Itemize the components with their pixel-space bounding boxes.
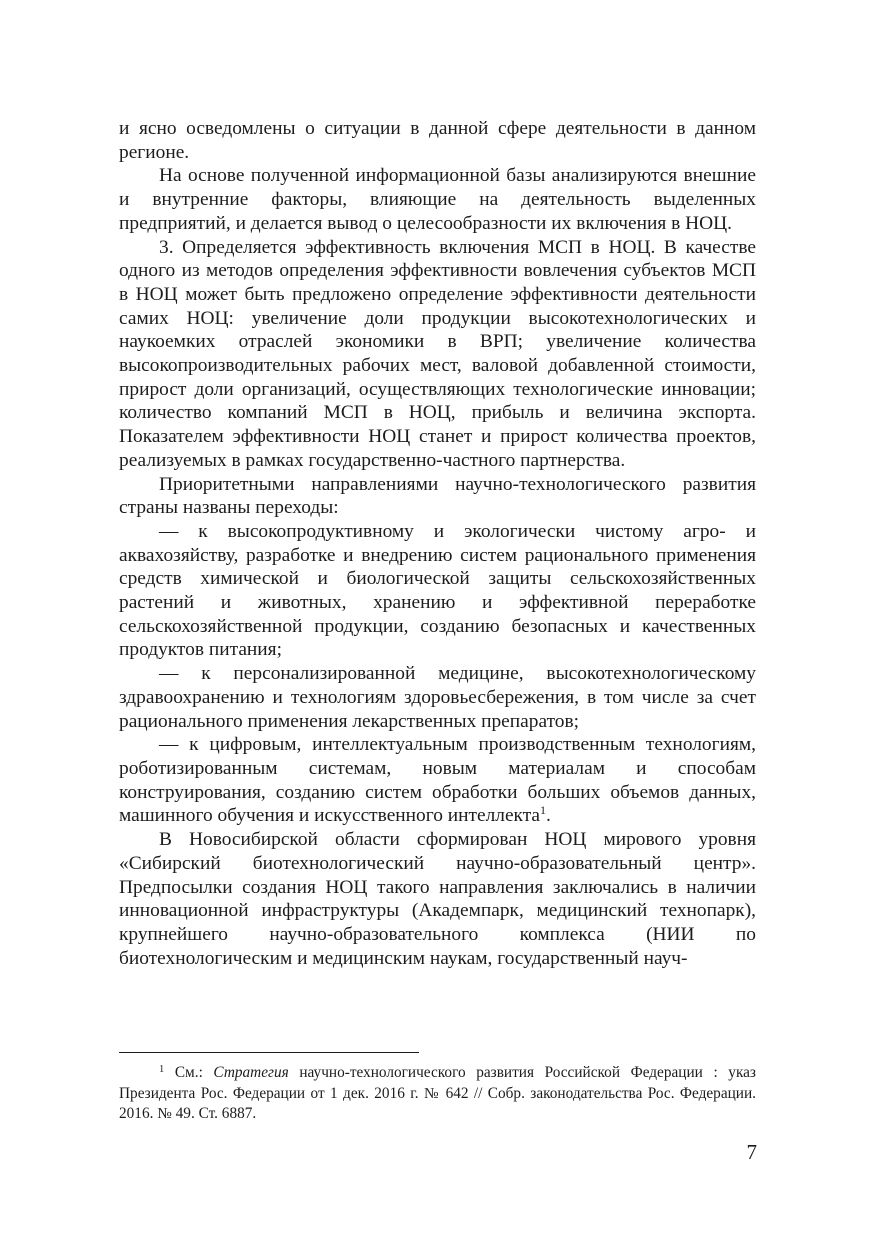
paragraph-4: Приоритетными направлениями научно-технологического развития страны названы переходы: [119, 473, 756, 519]
footnote-citation: научно-технологического развития Российской Федерации : указ Президента Рос. Федерации от 1 дек. 2016 г. № 642 // Собр. законодательства Рос. Федерации. 2016. № 49. Ст. 6887. [119, 1064, 756, 1122]
paragraph-1: и ясно осведомлены о ситуации в данной сфере деятельности в данном регионе. [119, 118, 756, 163]
list-item-medicine: — к персонализированной медицине, высокотехнологическому здравоохранению и технологиям здоровьесбережения, в том числе за счет рационального применения лекарственных препаратов; [119, 663, 756, 732]
footnote-prefix: См.: [174, 1064, 214, 1081]
footnote: 1 См.: Стратегия научно-технологического развития Российской Федерации : указ Президента Рос. Федерации от 1 дек. 2016 г. № 642 // Собр. законодательства Рос. Федерации. 2016. № 49. Ст. 6887. [119, 1064, 756, 1122]
list-item-agro: — к высокопродуктивному и экологически чистому агро- и аквахозяйству, разработке и внедрению систем рационального применения средств химической и биологической защиты сельскохозяйственных растений и животных, хранению и эффективной переработке сельскохозяйственной продукции, созданию безопасных и качественных продуктов питания; [119, 520, 756, 661]
footnote-separator [119, 1052, 419, 1053]
body-text [119, 117, 756, 970]
paragraph-3: 3. Определяется эффективность включения МСП в НОЦ. В качестве одного из методов определения эффективности вовлечения субъектов МСП в НОЦ может быть предложено определение эффективности деятельности самих НОЦ: увеличение доли продукции высокотехнологических и наукоемких отраслей экономики в ВРП; увеличение количества высокопроизводительных рабочих мест, валовой добавленной стоимости, прирост доли организаций, осуществляющих технологические инновации; количество компаний МСП в НОЦ, прибыль и величина экспорта. Показателем эффективности НОЦ станет и прирост количества проектов, реализуемых в рамках государственно-частного партнерства. [119, 236, 756, 471]
list-item-digital-end: . [546, 805, 551, 827]
paragraph-novosibirsk: В Новосибирской области сформирован НОЦ мирового уровня «Сибирский биотехнологический научно-образовательный центр». Предпосылки создания НОЦ такого направления заключались в наличии инновационной инфраструктуры (Академпарк, медицинский технопарк), крупнейшего научно-образовательного комплекса (НИИ по биотехнологическим и медицинским наукам, государственный науч- [119, 829, 756, 969]
footnote-reference: 1 [540, 803, 547, 818]
paragraph-2: На основе полученной информационной базы анализируются внешние и внутренние факторы, влияющие на деятельность выделенных предприятий, и делается вывод о целесообразности их включения в НОЦ. [119, 165, 756, 234]
page-number: 7 [746, 1140, 757, 1164]
list-item-digital-text: — к цифровым, интеллектуальным производственным технологиям, роботизированным системам, новым материалам и способам конструирования, созданию систем обработки больших объемов данных, машинного обучения и искусственного интеллекта [119, 734, 756, 827]
list-item-digital [119, 733, 756, 828]
footnote-title: Стратегия [213, 1064, 289, 1081]
